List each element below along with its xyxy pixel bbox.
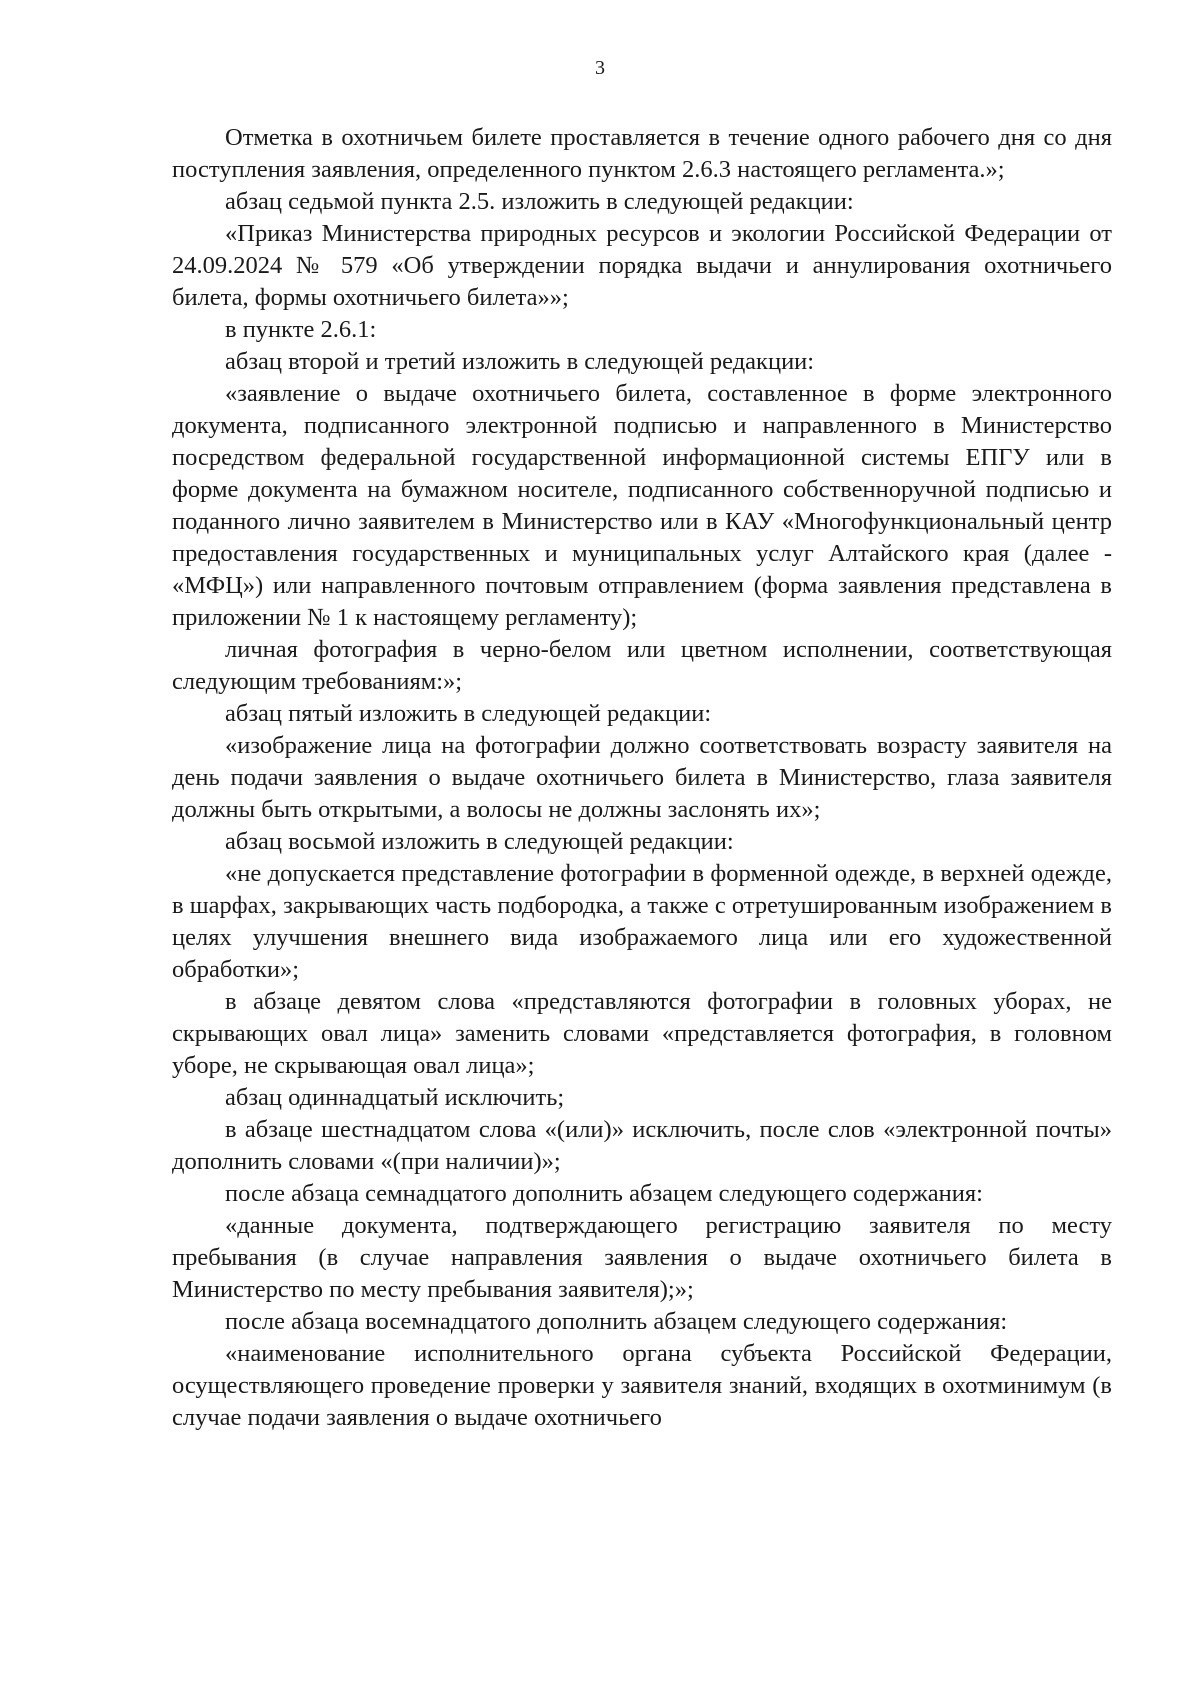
paragraph: абзац второй и третий изложить в следующей редакции:	[225, 348, 815, 375]
paragraph: абзац одиннадцатый исключить;	[225, 1084, 565, 1111]
paragraph: «не допускается представление фотографии в форменной одежде, в верхней одежде, в шарфах, закрывающих часть подбородка, а также с отретушированным изображением в целях улучшения внешнего вида изображаемого лица или его художественной обработки»;	[172, 860, 1112, 983]
paragraph: Отметка в охотничьем билете проставляется в течение одного рабочего дня со дня поступления заявления, определенного пунктом 2.6.3 настоящего регламента.»;	[172, 124, 1112, 183]
document-body	[172, 122, 1112, 1434]
paragraph: «наименование исполнительного органа субъекта Российской Федерации, осуществляющего проведение проверки у заявителя знаний, входящих в охотминимум (в случае подачи заявления о выдаче охотничьего	[172, 1340, 1112, 1431]
paragraph: личная фотография в черно-белом или цветном исполнении, соответствующая следующим требованиям:»;	[172, 636, 1112, 695]
paragraph: в пункте 2.6.1:	[225, 316, 377, 343]
paragraph: в абзаце девятом слова «представляются фотографии в головных уборах, не скрывающих овал лица» заменить словами «представляется фотография, в головном уборе, не скрывающая овал лица»;	[172, 988, 1112, 1079]
paragraph: «Приказ Министерства природных ресурсов и экологии Российской Федерации от 24.09.2024 № 579 «Об утверждении порядка выдачи и аннулирования охотничьего билета, формы охотничьего билета»»;	[172, 220, 1112, 311]
paragraph: «заявление о выдаче охотничьего билета, составленное в форме электронного документа, подписанного электронной подписью и направленного в Министерство посредством федеральной государственной информационной системы ЕПГУ или в форме документа на бумажном носителе, подписанного собственноручной подписью и поданного лично заявителем в Министерство или в КАУ «Многофункциональный центр предоставления государственных и муниципальных услуг Алтайского края (далее - «МФЦ») или направленного почтовым отправлением (форма заявления представлена в приложении № 1 к настоящему регламенту);	[172, 380, 1112, 631]
paragraph: после абзаца семнадцатого дополнить абзацем следующего содержания:	[225, 1180, 983, 1207]
paragraph: «данные документа, подтверждающего регистрацию заявителя по месту пребывания (в случае направления заявления о выдаче охотничьего билета в Министерство по месту пребывания заявителя);»;	[172, 1212, 1112, 1303]
paragraph: после абзаца восемнадцатого дополнить абзацем следующего содержания:	[225, 1308, 1008, 1335]
paragraph: «изображение лица на фотографии должно соответствовать возрасту заявителя на день подачи заявления о выдаче охотничьего билета в Министерство, глаза заявителя должны быть открытыми, а волосы не должны заслонять их»;	[172, 732, 1112, 823]
page-number: 3	[595, 57, 605, 79]
paragraph: абзац пятый изложить в следующей редакции:	[225, 700, 712, 727]
paragraph: в абзаце шестнадцатом слова «(или)» исключить, после слов «электронной почты» дополнить словами «(при наличии)»;	[172, 1116, 1112, 1175]
paragraph: абзац восьмой изложить в следующей редакции:	[225, 828, 734, 855]
paragraph: абзац седьмой пункта 2.5. изложить в следующей редакции:	[225, 188, 854, 215]
